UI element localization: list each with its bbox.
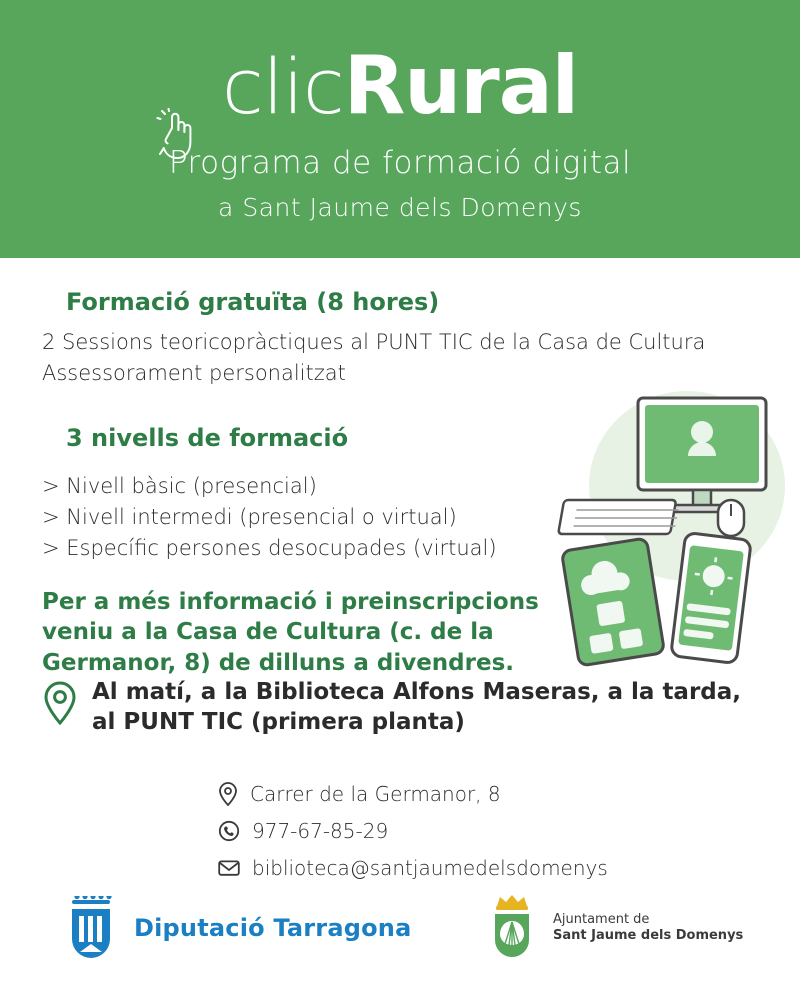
map-pin-icon <box>42 680 78 726</box>
contact-address <box>218 778 608 809</box>
assessment-line: Assessorament personalitzat <box>42 361 346 385</box>
ajuntament-crest-icon <box>483 892 541 964</box>
ajuntament-logo <box>483 892 743 964</box>
levels-title: 3 nivells de formació <box>66 424 349 452</box>
schedule-line-1: Al matí, a la Biblioteca Alfons Maseras, a la tarda, <box>92 679 742 705</box>
info-block <box>42 587 582 678</box>
keyboard-icon <box>558 500 678 534</box>
ajuntament-text <box>553 912 743 945</box>
contact-phone-text: 977-67-85-29 <box>252 818 389 843</box>
mouse-icon <box>718 500 744 536</box>
ajuntament-line-2: Sant Jaume dels Domenys <box>553 928 744 943</box>
brand-logo-rural: Rural <box>343 39 579 132</box>
level-item-basic: > Nivell bàsic (presencial) <box>42 474 317 498</box>
info-line-3: Germanor, 8) de dilluns a divendres. <box>42 649 515 676</box>
brand-logo <box>0 39 800 132</box>
schedule-block <box>42 678 772 738</box>
contact-phone[interactable] <box>218 815 608 846</box>
ajuntament-line-1: Ajuntament de <box>553 911 650 927</box>
diputacio-label: Diputació Tarragona <box>134 914 412 942</box>
phone-icon <box>218 820 240 842</box>
level-item-unemployed: > Específic persones desocupades (virtual) <box>42 536 497 560</box>
info-line-1: Per a més informació i preinscripcions <box>42 589 539 615</box>
smartphone-icon <box>671 532 752 663</box>
schedule-text <box>92 678 741 738</box>
brand-logo-clic: clic <box>221 42 344 131</box>
crown-icon <box>496 895 528 910</box>
sessions-line: 2 Sessions teoricopràctiques al PUNT TIC de la Casa de Cultura <box>42 330 706 354</box>
devices-illustration <box>552 376 792 676</box>
map-pin-icon <box>218 781 238 807</box>
header-location: a Sant Jaume dels Domenys <box>218 193 582 222</box>
poster-footer <box>0 878 800 998</box>
hours-title: Formació gratuïta (8 hores) <box>66 288 440 316</box>
poster-body <box>0 258 800 1000</box>
diputacio-crest-icon <box>62 896 120 960</box>
header-subtitle: Programa de formació digital <box>168 145 632 181</box>
schedule-line-2: al PUNT TIC (primera planta) <box>92 708 465 735</box>
poster-header <box>0 0 800 258</box>
level-item-intermediate: > Nivell intermedi (presencial o virtual) <box>42 505 457 529</box>
info-line-2: veniu a la Casa de Cultura (c. de la <box>42 619 494 646</box>
contact-list <box>218 778 608 889</box>
mail-icon <box>218 859 240 877</box>
diputacio-logo <box>62 896 411 960</box>
contact-address-text: Carrer de la Germanor, 8 <box>250 781 501 806</box>
contact-email-text: biblioteca@santjaumedelsdomenys <box>252 855 608 880</box>
